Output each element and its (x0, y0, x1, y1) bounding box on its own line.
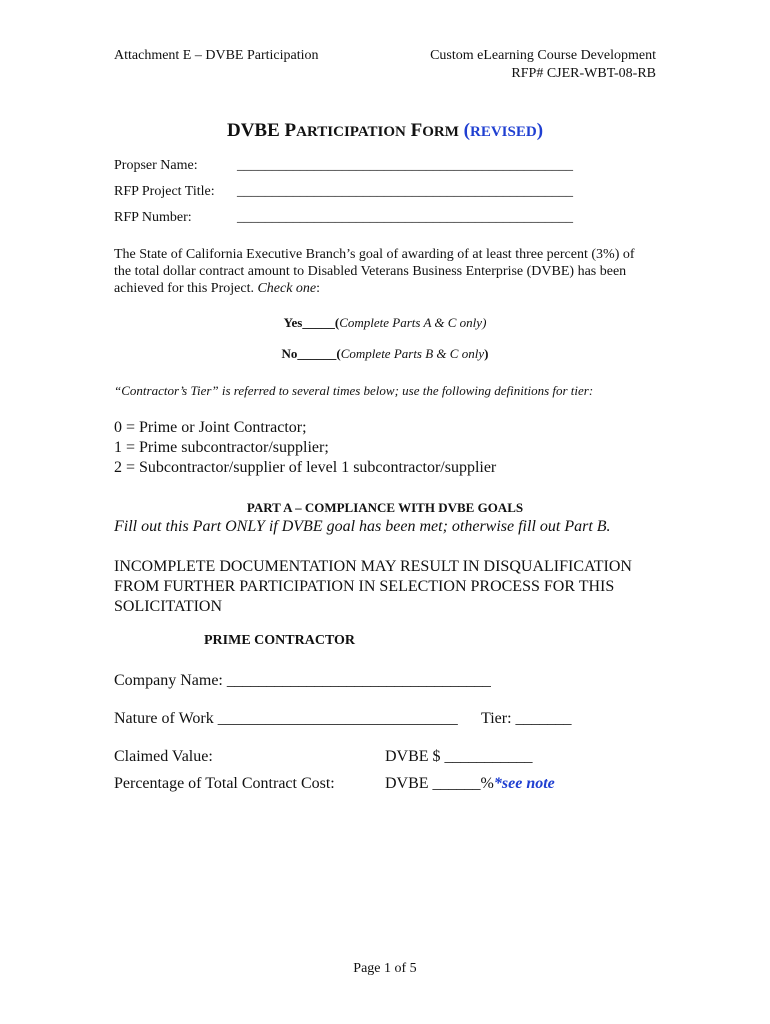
see-note-link[interactable]: *see note (493, 775, 555, 792)
warning-line: SOLICITATION (114, 598, 223, 615)
intro-paragraph (114, 246, 644, 297)
percentage-value: DVBE ______% (385, 775, 494, 792)
tier-definition: 1 = Prime subcontractor/supplier; (114, 439, 329, 456)
tier-definition: 2 = Subcontractor/supplier of level 1 subcontractor/supplier (114, 459, 497, 476)
yes-note: Complete Parts A & C only) (339, 315, 487, 330)
rfp-project-title-label: RFP Project Title: (114, 184, 215, 199)
title-part: ORM (422, 124, 459, 140)
page-number: Page 1 of 5 (353, 961, 417, 976)
no-choice[interactable] (0, 346, 770, 362)
title-revised: REVISED (470, 124, 537, 140)
company-name-field[interactable]: Company Name: _________________________________ (114, 672, 491, 689)
header-right-line2: RFP# CJER-WBT-08-RB (511, 66, 656, 81)
no-close: ) (484, 346, 489, 361)
page-title (0, 120, 770, 142)
title-part: F (405, 120, 423, 141)
tier-definition: 0 = Prime or Joint Contractor; (114, 419, 307, 436)
percentage-label: Percentage of Total Contract Cost: (114, 775, 335, 792)
rfp-number-line[interactable]: ________________________________________________ (237, 210, 573, 225)
yes-choice[interactable] (0, 315, 770, 331)
claimed-value-label: Claimed Value: (114, 748, 213, 765)
title-part: ARTICIPATION (296, 124, 406, 140)
intro-check-one: Check one (257, 281, 317, 296)
percentage-field[interactable] (385, 775, 555, 793)
tier-field[interactable]: Tier: _______ (481, 710, 572, 727)
warning-line: INCOMPLETE DOCUMENTATION MAY RESULT IN DISQUALIFICATION (114, 558, 632, 575)
header-left: Attachment E – DVBE Participation (114, 48, 319, 63)
title-paren: ) (536, 120, 544, 141)
proposer-name-label: Propser Name: (114, 158, 198, 173)
tier-note: “Contractor’s Tier” is referred to several times below; use the following definitions for tier: (114, 383, 594, 398)
claimed-value-field[interactable]: DVBE $ ___________ (385, 748, 533, 765)
no-note: Complete Parts B & C only (340, 346, 485, 361)
part-a-instruction: Fill out this Part ONLY if DVBE goal has been met; otherwise fill out Part B. (114, 518, 611, 535)
warning-line: FROM FURTHER PARTICIPATION IN SELECTION PROCESS FOR THIS (114, 578, 615, 595)
rfp-project-title-line[interactable]: ________________________________________________ (237, 184, 573, 199)
intro-text: The State of California Executive Branch’s goal of awarding of at least three percent (3%) of the total dollar contract amount to Disabled Veterans Business Enterprise (DVBE) has been achieved for this Project. (114, 247, 635, 296)
header-right-line1: Custom eLearning Course Development (430, 48, 656, 63)
title-paren: ( (458, 120, 470, 141)
prime-contractor-heading: PRIME CONTRACTOR (204, 633, 356, 648)
nature-of-work-field[interactable]: Nature of Work ______________________________ (114, 710, 458, 727)
no-label: No______( (281, 346, 341, 361)
yes-label: Yes_____( (283, 315, 340, 330)
proposer-name-line[interactable]: ________________________________________________ (237, 158, 573, 173)
part-a-heading: PART A – COMPLIANCE WITH DVBE GOALS (246, 500, 524, 515)
rfp-number-label: RFP Number: (114, 210, 192, 225)
intro-colon: : (316, 281, 321, 296)
title-part: DVBE P (226, 120, 297, 141)
